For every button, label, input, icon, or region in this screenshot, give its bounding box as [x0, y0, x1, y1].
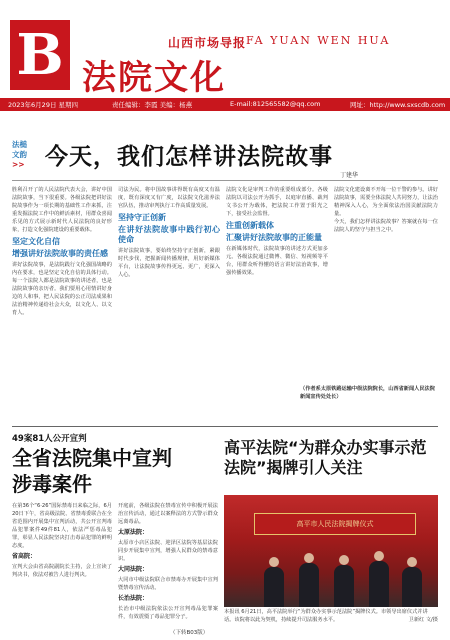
paragraph: 太原市小店区法院、迎泽区法院等基层法院同步开展集中宣判，增强人民群众的禁毒意识。	[118, 540, 218, 562]
feature-column-2	[118, 186, 220, 422]
website-address[interactable]: 网址：http://www.sxscdb.com	[350, 101, 446, 109]
email-address[interactable]: E-mail:812565582@qq.com	[230, 100, 321, 108]
column-label-text: 法槌文韵	[12, 140, 27, 159]
headline-divider	[12, 180, 438, 181]
paragraph: 在新媒体时代，法院故事的讲述方式更加多元。各级法院通过微博、微信、短视频等平台，用群众听得懂的语言讲好法治故事，增强传播效果。	[226, 246, 328, 276]
story-headline-line-2[interactable]: 法院”揭牌引人关注	[224, 458, 363, 477]
paragraph: 法院文化是审判工作的重要组成部分。各级法院以司法公开为抓手，以庭审直播、裁判文书公开为载体，把法院工作置于阳光之下，接受社会监督。	[226, 187, 328, 217]
ceremony-photo	[224, 495, 438, 607]
person-figure	[369, 561, 389, 607]
paragraph: 在第36个“6·26”国际禁毒日来临之际，6月20日下午，省高级法院、省禁毒委联合在全省范围内开展集中宣判活动，共公开宣判毒品犯罪案件49件81人，依法严惩毒品犯罪，彰显人民法院坚决打击毒品犯罪的鲜明态度。	[12, 503, 112, 549]
story-headline-line-2[interactable]: 涉毒案件	[12, 472, 92, 496]
paragraph: 讲好法院故事，要始终坚持守正创新，紧跟时代步伐，把握新闻传播规律，用好新媒体平台，让法院故事传得更远、更广，更深入人心。	[118, 248, 220, 278]
section-title: 法院文化	[82, 58, 226, 98]
photo-caption	[224, 609, 438, 624]
feature-column-1	[12, 186, 112, 422]
caption-text: 本报讯 6月21日，高平法院举行“为群众办实事示范法院”揭牌仪式。市领导出席仪式并讲话。该院将以此为契机，持续提升司法服务水平。	[224, 609, 428, 623]
person-head	[304, 553, 314, 563]
subhead: 汇聚讲好法院故事的正能量	[226, 233, 322, 242]
jump-note[interactable]: （下转B03版）	[170, 630, 209, 636]
subhead: 坚持守正创新	[118, 213, 166, 222]
column-label-marker: >>	[12, 160, 25, 169]
photo-credit: 卫新红 文/摄	[408, 616, 438, 623]
person-head	[269, 557, 279, 567]
photo-banner: 高平市人民法院揭牌仪式	[254, 513, 416, 535]
info-bar	[0, 98, 450, 111]
person-figure	[402, 567, 422, 607]
paragraph: 讲好法院故事，是法院践行文化强国战略的内在要求，也是坚定文化自信的具体行动。每一个法院人都是法院故事的讲述者，也是法院故事的亲历者。我们要用心用情讲好身边的人和事，把人民法院的公正司法成果和法治精神传递给社会大众，以文化人、以文育人。	[12, 262, 112, 316]
paragraph: 宣判大会由省高院副院长主持，会上宣读了判决书，依法对被告人进行判决。	[12, 564, 112, 578]
subhead: 坚定文化自信	[12, 237, 60, 246]
paper-name: 山西市场导报	[168, 36, 247, 50]
subhead: 长治法院：	[118, 595, 149, 602]
subhead: 增强讲好法院故事的责任感	[12, 249, 108, 258]
paragraph: 今天，我们怎样讲法院故事？答案就在每一位法院人的坚守与担当之中。	[334, 219, 438, 233]
subhead: 在讲好法院故事中践行初心使命	[118, 225, 220, 244]
person-head	[374, 551, 384, 561]
subhead: 注重创新载体	[226, 221, 274, 230]
story-kicker: 49案81人公开宣判	[12, 434, 87, 444]
subhead: 太原法院：	[118, 529, 149, 536]
author-note: （作者系太原铁路运输中级法院院长，山西省新闻人民法院新闻宣传处处长）	[300, 386, 435, 400]
paragraph: 胜利召开了的人民法院代表大会，讲好中国法院故事，当下很重要。各级法院把讲好法院故事作为一项长期的基础性工作来抓，注重发掘法院工作中的鲜活素材，用群众喜闻乐见的方式展示新时代人民法院的良好形象，打造文化强院建设的重要载体。	[12, 187, 112, 233]
person-figure	[334, 565, 354, 607]
person-figure	[264, 567, 284, 607]
subhead: 大同法院：	[118, 566, 149, 573]
feature-byline: 丁建华	[340, 172, 359, 179]
section-letter-logo: B	[10, 20, 70, 90]
editor-credit: 责任编辑：李霞 美编：杨燕	[112, 101, 193, 109]
feature-column-4	[334, 186, 438, 372]
person-head	[339, 555, 349, 565]
paper-pinyin: FA YUAN WEN HUA	[246, 34, 391, 47]
person-head	[407, 557, 417, 567]
issue-date: 2023年6月29日 星期四	[8, 101, 79, 109]
paragraph: 大同市中级法院联合市禁毒办开展集中宣判暨禁毒宣传活动。	[118, 577, 218, 591]
section-divider	[12, 426, 438, 427]
paragraph: 法院文化建设离不开每一位干警的参与。讲好法院故事，需要全体法院人共同努力，让法治精神深入人心，为全面依法治国贡献法院力量。	[334, 187, 438, 217]
person-figure	[299, 563, 319, 607]
paragraph: 长治市中级法院依法公开宣判毒品犯罪案件，有效震慑了毒品犯罪分子。	[118, 606, 218, 620]
story-column-1	[12, 502, 112, 626]
paragraph: 司法为民。将中国故事讲得既有高度又有温度，既有深度又有广度，以法院文化滋养法官队伍，推动审判执行工作高质量发展。	[118, 187, 220, 209]
story-headline-line-1[interactable]: 高平法院“为群众办实事示范	[224, 438, 427, 457]
story-headline-line-1[interactable]: 全省法院集中宣判	[12, 446, 172, 470]
story-column-2	[118, 502, 218, 626]
feature-headline[interactable]: 今天，我们怎样讲法院故事	[45, 144, 333, 170]
masthead	[0, 0, 450, 98]
paragraph: 开庭前，各级法院在禁毒宣传中积极开展法治宣传活动，通过以案释法的方式警示群众远离毒品。	[118, 503, 218, 525]
subhead: 省高院：	[12, 553, 37, 560]
column-label	[12, 140, 34, 170]
